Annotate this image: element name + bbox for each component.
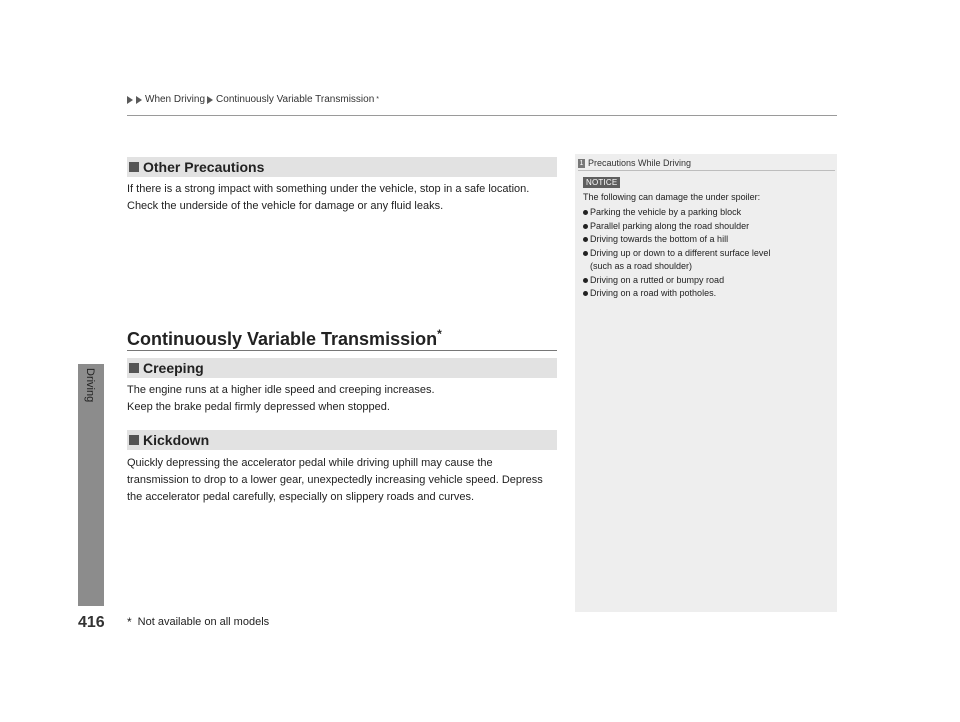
creeping-body: The engine runs at a higher idle speed and creeping increases. Keep the brake pedal firmly depressed when stopped.: [127, 384, 435, 413]
section-title: Other Precautions: [143, 159, 265, 175]
section-title: Creeping: [143, 360, 204, 376]
chevron-right-icon: [136, 96, 142, 104]
list-item: Driving on a rutted or bumpy road: [583, 274, 823, 288]
kickdown-body: Quickly depressing the accelerator pedal while driving uphill may cause the transmission to drop to a lower gear, unexpectedly increasing vehicle speed. Depress the accelerator pedal carefully, especially on slippery roads and curves.: [127, 457, 543, 503]
breadcrumb: [127, 94, 379, 105]
list-item: Driving on a road with potholes.: [583, 287, 823, 301]
square-bullet-icon: [129, 363, 139, 373]
header-divider: [127, 115, 837, 116]
section-header-kickdown: [127, 430, 557, 450]
chevron-right-icon: [127, 96, 133, 104]
section-header-other-precautions: [127, 157, 557, 177]
footnote-text: Not available on all models: [137, 616, 270, 628]
bullet-icon: [583, 224, 588, 229]
footnote: [127, 615, 269, 629]
footnote-asterisk: *: [127, 615, 132, 629]
list-item: Driving towards the bottom of a hill: [583, 233, 823, 247]
chapter-title-text: Continuously Variable Transmission: [127, 329, 438, 349]
bullet-icon: [583, 278, 588, 283]
notice-badge: NOTICE: [583, 177, 620, 188]
breadcrumb-item-when-driving[interactable]: When Driving: [145, 94, 206, 105]
note-lead-text: The following can damage the under spoiler:: [583, 192, 761, 202]
list-item: Parallel parking along the road shoulder: [583, 220, 823, 234]
section-title: Kickdown: [143, 432, 210, 448]
chapter-side-label: [78, 364, 104, 444]
bullet-icon: [583, 251, 588, 256]
list-item-continuation: (such as a road shoulder): [590, 261, 693, 271]
note-heading-text[interactable]: Precautions While Driving: [588, 158, 692, 168]
chapter-title: [127, 327, 442, 350]
other-precautions-body: If there is a strong impact with something under the vehicle, stop in a safe location. Check the underside of the vehicle for damage or any fluid leaks.: [127, 183, 530, 212]
note-number-icon: 1: [579, 159, 584, 167]
chevron-right-icon: [207, 96, 213, 104]
page-number: 416: [78, 614, 105, 631]
bullet-icon: [583, 210, 588, 215]
side-tab-label: Driving: [84, 368, 96, 403]
chapter-title-asterisk: *: [437, 327, 442, 341]
list-item: Driving up or down to a different surface level (such as a road shoulder): [583, 247, 823, 274]
note-heading: [578, 158, 691, 168]
breadcrumb-asterisk: *: [376, 96, 379, 103]
list-item: Parking the vehicle by a parking block: [583, 206, 823, 220]
note-list: [583, 206, 823, 301]
square-bullet-icon: [129, 162, 139, 172]
square-bullet-icon: [129, 435, 139, 445]
note-divider: [578, 170, 835, 171]
section-header-creeping: [127, 358, 557, 378]
bullet-icon: [583, 237, 588, 242]
breadcrumb-item-cvt[interactable]: Continuously Variable Transmission: [216, 94, 375, 105]
chapter-divider: [127, 350, 557, 351]
bullet-icon: [583, 291, 588, 296]
